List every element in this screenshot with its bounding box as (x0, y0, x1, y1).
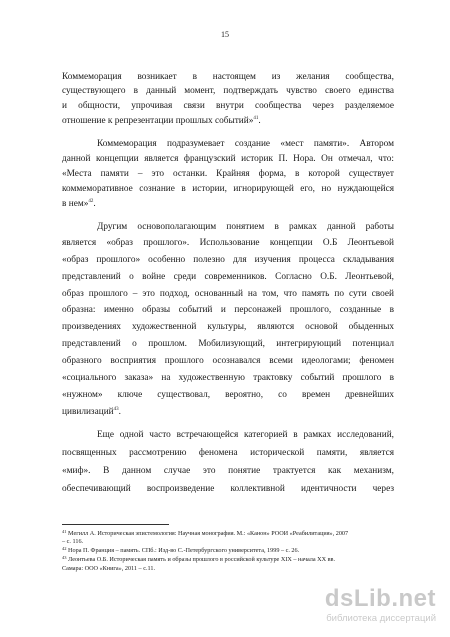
footnote-divider (62, 524, 169, 525)
footnote-ref: 41 (253, 116, 259, 121)
watermark-subtitle: библиотека диссертаций (326, 613, 436, 624)
footnote-number: 41 (62, 529, 67, 534)
text-line: существующего в данный момент, подтверждать чувство своего единства (62, 86, 394, 96)
text-span: в нем» (62, 199, 89, 209)
text-line: «образ прошлого» особенно полезно для изучения процесса складывания (62, 255, 394, 265)
footnote-text: Нора П. Франция – память. СПб.: Изд-во С.-Петербургского университета, 1999 – с. 26. (66, 547, 300, 554)
footnote-ref: 42 (88, 199, 94, 204)
footnote-text: Мегилл А. Историческая эпистемология: Научная монография. М.: «Канон» РООИ «Реабилитация», 2007 (66, 530, 349, 537)
text-line: Коммеморация возникает в настоящем из желания сообщества, (62, 72, 394, 82)
text-span: цивилизаций (62, 407, 114, 417)
footnote-text: Самара: ООО «Книга», 2011 – с.11. (62, 565, 155, 572)
text-line: посвященных рассмотрению феномена исторической памяти, является (62, 448, 394, 458)
watermark-logo: dsLib.net (324, 585, 436, 612)
footnote (62, 530, 394, 538)
text-line: «Места памяти – это останки. Крайняя форма, в которой существует (62, 169, 394, 179)
text-line: и общности, упрочивая связи внутри сообщества через разделяемое (62, 101, 394, 111)
footnote (62, 538, 394, 546)
text-line: «социального заказа» на художественную трактовку событий прошлого в (62, 373, 394, 383)
text-line: образ прошлого – это подход, основанный на том, что память по сути своей (62, 289, 394, 299)
text-line: коммеморативное сознание в истории, игнорирующей его, но нуждающейся (62, 184, 394, 194)
footnote-ref: 43 (113, 407, 119, 412)
text-line: данной концепции является французский историк П. Нора. Он отмечал, что: (62, 154, 394, 164)
text-span: отношение к репрезентации прошлых событий» (62, 116, 254, 126)
text-line: является «образ прошлого». Использование концепции О.Б Леонтьевой (62, 238, 394, 248)
text-line: образна: именно образы событий и персонажей прошлого, созданные в (62, 305, 394, 315)
text-line: произведениях художественной культуры, являются основой обыденных (62, 322, 394, 332)
footnote (62, 565, 394, 573)
footnote-number: 43 (62, 555, 67, 560)
footnote (62, 556, 394, 564)
footnote (62, 547, 394, 555)
text-line: Коммеморация подразумевает создание «мест памяти». Автором (97, 139, 394, 149)
watermark (306, 585, 436, 627)
text-line: Другим основополагающим понятием в рамках данной работы (97, 222, 394, 232)
text-line: «нужном» ключе существовал, вероятно, со времен древнейших (62, 390, 394, 400)
text-line: образного восприятия прошлого осознавался всеми идеологами; феномен (62, 356, 394, 366)
text-line: отношение к репрезентации прошлых событий»$^{41}$. (62, 116, 261, 126)
text-line: «миф». В данном случае это понятие трактуется как механизм, (62, 466, 394, 476)
text-line: представлений о прошлом. Мобилизующий, интегрирующий потенциал (62, 339, 394, 349)
text-line: представлений о войне среди современников. Согласно О.Б. Леонтьевой, (62, 272, 394, 282)
page-number: 15 (221, 30, 229, 39)
footnote-number: 42 (62, 546, 67, 551)
text-line: цивилизаций$^{43}$. (62, 407, 121, 417)
text-line: Еще одной часто встречающейся категорией в рамках исследований, (97, 430, 394, 440)
footnote-text: Леонтьева О.Б. Историческая память и образы прошлого в российской культуре XIX – начала XX вв. (66, 556, 336, 563)
text-line: в нем»$^{42}$. (62, 199, 96, 209)
text-line: обеспечивающий воспроизведение коллективной идентичности через (62, 484, 394, 494)
footnote-text: – с. 116. (62, 538, 84, 545)
